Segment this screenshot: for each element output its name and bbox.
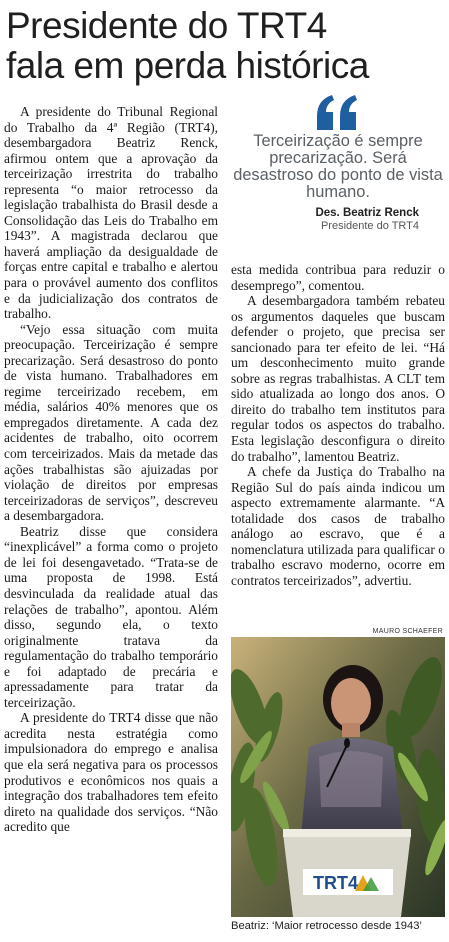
headline-line-1: Presidente do TRT4 (6, 5, 327, 46)
pullquote-role: Presidente do TRT4 (320, 220, 419, 232)
trt4-logo: TRT4 (313, 873, 358, 893)
pullquote-text: Terceirização é sempre precarização. Será desastroso do ponto de vista humano. (233, 132, 443, 201)
paragraph: A presidente do Tribunal Regional do Trabalho da 4ª Região (TRT4), desembargadora Beatriz Renck, afirmou ontem que a aprovação da terceirização irrestrita do trabalho representa “o maior retrocesso da legislação trabalhista do Brasil desde a Consolidação das Leis do Trabalho em 1943”. A magistrada declarou que haverá ampliação da desigualdade de forças entre capital e trabalho e alertou para o provável aumento dos conflitos e da judicialização dos contratos de trabalho. (4, 104, 218, 322)
pullquote (231, 92, 445, 232)
photo (231, 637, 445, 917)
paragraph: A chefe da Justiça do Trabalho na Região Sul do país ainda indicou um aspecto extremamente alarmante. “A totalidade dos casos de trabalho análogo ao escravo, que é a nomenclatura utilizada para qualificar o trabalho escravo moderno, ocorre em contratos terceirizados”, advertiu. (231, 464, 445, 588)
headline-line-2: fala em perda histórica (6, 45, 369, 86)
headline (6, 6, 446, 86)
paragraph: Beatriz disse que considera “inexplicável” a forma como o projeto de lei foi desengavetado. “Trata-se de uma proposta de 1998. Está desvinculada da realidade atual das relações de trabalho”, apontou. Além disso, segundo ela, o texto originalmente tratava da regulamentação do trabalho temporário e foi adaptado de precária e apressadamente para tratar da terceirização. (4, 523, 218, 710)
pullquote-author: Des. Beatriz Renck (315, 207, 419, 219)
quote-mark-icon (231, 92, 445, 132)
photo-caption: Beatriz: ‘Maior retrocesso desde 1943’ (231, 920, 422, 932)
paragraph: “Vejo essa situação com muita preocupação. Terceirização é sempre precarização. Será desastroso do ponto de vista humano. Trabalhadores em regime terceirizado recebem, em média, salários 40% menores que os empregados diretamente. A cada dez acidentes de trabalho, oito ocorrem com terceirizados. Mais da metade das ações trabalhistas são ajuizadas por violação de direitos por empresas terceirizadoras de serviços”, descreveu a desembargadora. (4, 321, 218, 524)
paragraph: A presidente do TRT4 disse que não acredita nesta estratégia como impulsionadora do emprego e analisa que ela será negativa para os processos produtivos e econômicos nos quais a integração dos trabalhadores tem efeito direto na qualidade dos serviços. “Não acredito que (4, 710, 218, 835)
article-column-2 (231, 262, 445, 642)
article-column-1 (4, 104, 218, 940)
photo-credit: MAURO SCHAEFER (372, 628, 443, 635)
paragraph: A desembargadora também rebateu os argumentos daqueles que buscam defender o projeto, que precisa ser sancionado para ter efeito de lei. “Há um desconhecimento muito grande sobre as regras trabalhistas. A CLT tem sido atualizada ao longo dos anos. O direito do trabalho tem institutos para regular todos os aspectos do trabalho. Esta legislação desconfigura o direito do trabalho”, lamentou Beatriz. (231, 293, 445, 464)
paragraph-continuation: esta medida contribua para reduzir o desemprego”, comentou. (231, 262, 445, 293)
